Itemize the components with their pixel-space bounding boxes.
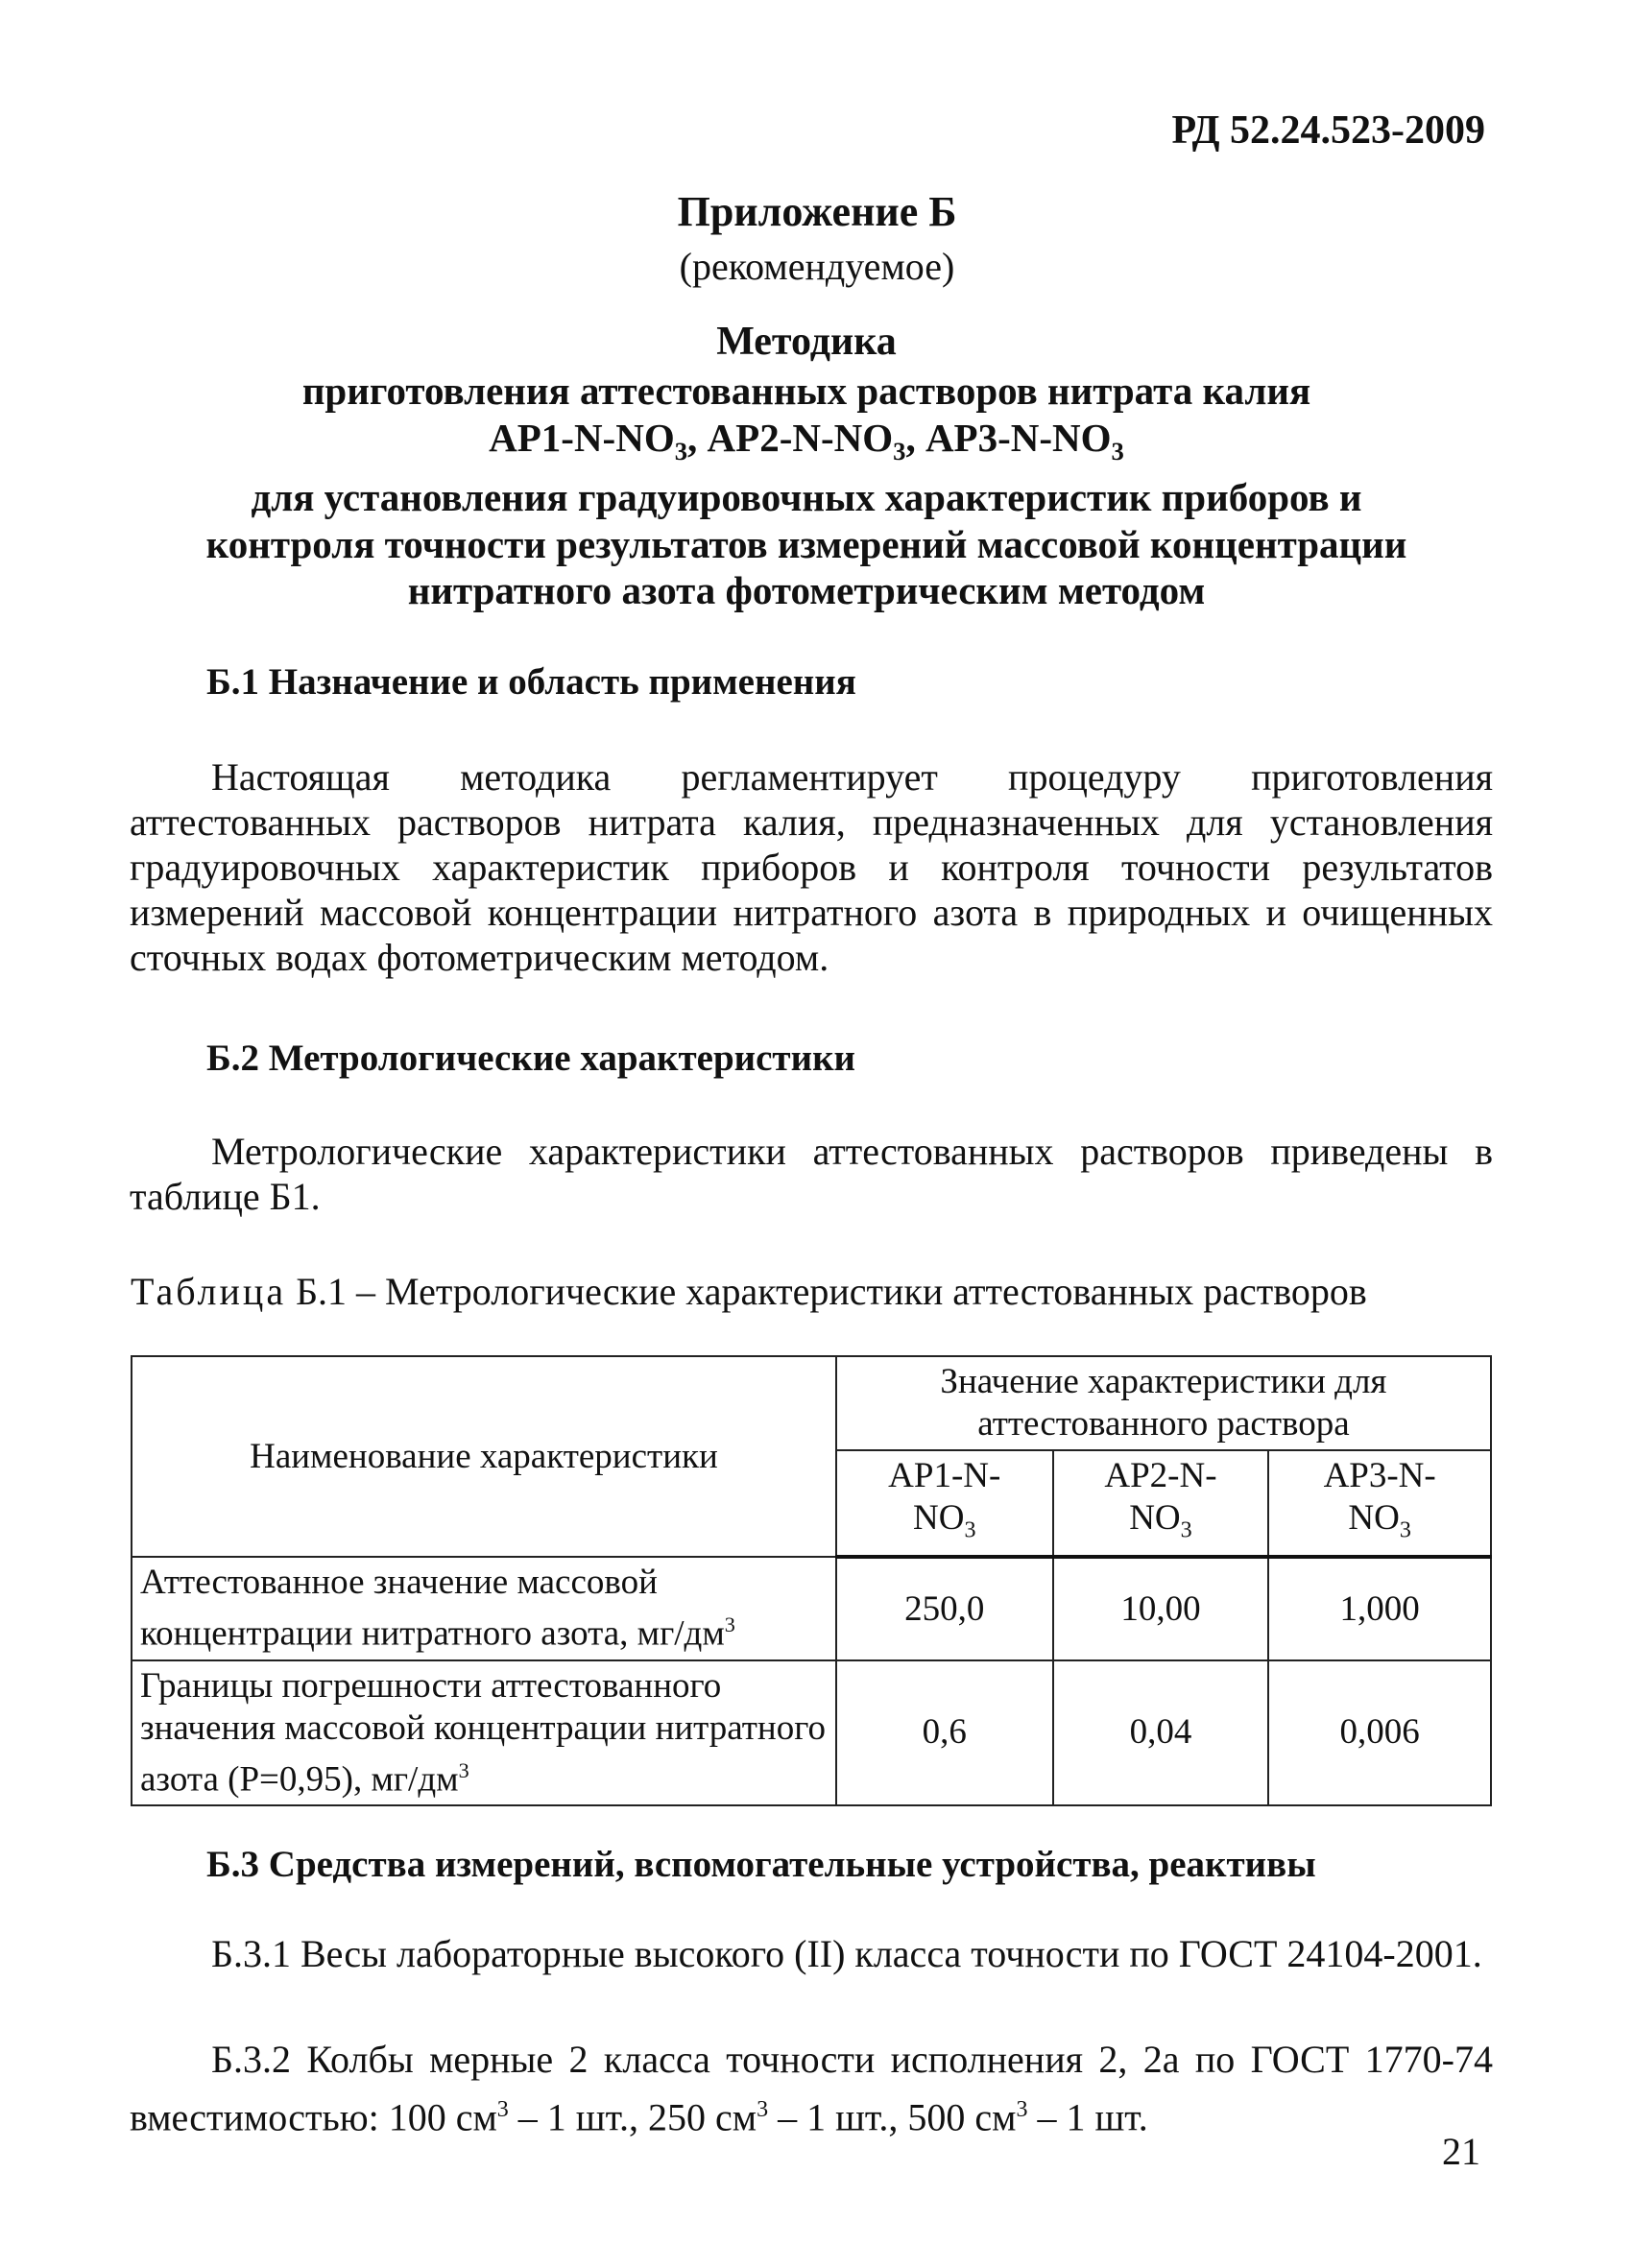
section-b3-item-1: Б.3.1 Весы лабораторные высокого (II) класса точности по ГОСТ 24104-2001.: [211, 1932, 1482, 1975]
section-b2-text: Метрологические характеристики аттестованных растворов приведены в таблице Б1.: [130, 1130, 1493, 1218]
column-header-ap1: АР1-N- $NO_3$: [836, 1450, 1053, 1557]
table-row: [132, 1660, 1491, 1805]
method-line-5: нитратного азота фотометрическим методом: [407, 568, 1206, 613]
table-cell: 10,00: [1053, 1557, 1269, 1659]
appendix-header: [0, 184, 1634, 294]
metrology-table: [131, 1355, 1492, 1806]
table-caption-word: Таблица: [131, 1270, 287, 1313]
section-b1-heading: Б.1 Назначение и область применения: [206, 661, 856, 703]
method-line-3: для установления градуировочных характеристик приборов и: [251, 475, 1362, 520]
table-cell: 1,000: [1268, 1557, 1491, 1659]
method-title: Методика: [716, 320, 897, 364]
column-header-ap2: АР2-N- $NO_3$: [1053, 1450, 1269, 1557]
appendix-title: Приложение Б: [677, 188, 957, 235]
section-b3-heading: Б.3 Средства измерений, вспомогательные устройства, реактивы: [206, 1844, 1316, 1885]
page-number: 21: [1442, 2130, 1480, 2173]
section-b1-paragraph: [130, 754, 1493, 980]
table-cell: 0,04: [1053, 1660, 1269, 1805]
document-code: РД 52.24.523-2009: [1171, 108, 1485, 153]
method-line-1: приготовления аттестованных растворов нитрата калия: [301, 369, 1311, 413]
row-label: Аттестованное значение массовой концентрации нитратного азота, $мг/дм^3$: [132, 1557, 836, 1659]
appendix-subtitle: (рекомендуемое): [679, 245, 955, 288]
method-line-2: [115, 415, 1498, 475]
section-b2-heading: Б.2 Метрологические характеристики: [206, 1038, 856, 1079]
method-title-block: [115, 320, 1498, 614]
method-line-4: контроля точности результатов измерений массовой концентрации: [205, 521, 1407, 566]
solution-name-1: АР1-N-NO: [489, 415, 675, 460]
table-row: [132, 1557, 1491, 1659]
solution-name-3: , АР3-N-NO: [905, 415, 1112, 460]
section-b3-item-2: Б.3.2 Колбы мерные 2 класса точности исполнения 2, 2а по ГОСТ 1770-74 вместимостью: 100 $см^3 - 1$ шт., 250 $см^3 - 1$ шт., 500 $см^3 - 1$ шт.: [130, 2038, 1493, 2139]
solution-name-2: , АР2-N-NO: [687, 415, 894, 460]
column-header-name: Наименование характеристики: [132, 1356, 836, 1557]
table-cell: 250,0: [836, 1557, 1053, 1659]
row-label: Границы погрешности аттестованного значения массовой концентрации нитратного азота (Р=0,95), $мг/дм^3$: [132, 1660, 836, 1805]
table-caption-text: Б.1 – Метрологические характеристики аттестованных растворов: [286, 1270, 1367, 1313]
table-cell: 0,006: [1268, 1660, 1491, 1805]
subscript: 3: [674, 436, 688, 466]
table-caption: [131, 1269, 1367, 1314]
section-b1-text: Настоящая методика регламентирует процедуру приготовления аттестованных растворов нитрата калия, предназначенных для установления градуировочных характеристик приборов и контроля точности результатов измерений массовой концентрации нитратного азота в природных и очищенных сточных водах фотометрическим методом.: [130, 755, 1493, 979]
column-header-ap3: АР3-N- $NO_3$: [1268, 1450, 1491, 1557]
subscript: 3: [893, 436, 906, 466]
section-b2-paragraph: [130, 1129, 1493, 1219]
table-cell: 0,6: [836, 1660, 1053, 1805]
column-group-header: Значение характеристики для аттестованного раствора: [836, 1356, 1491, 1450]
subscript: 3: [1111, 436, 1124, 466]
